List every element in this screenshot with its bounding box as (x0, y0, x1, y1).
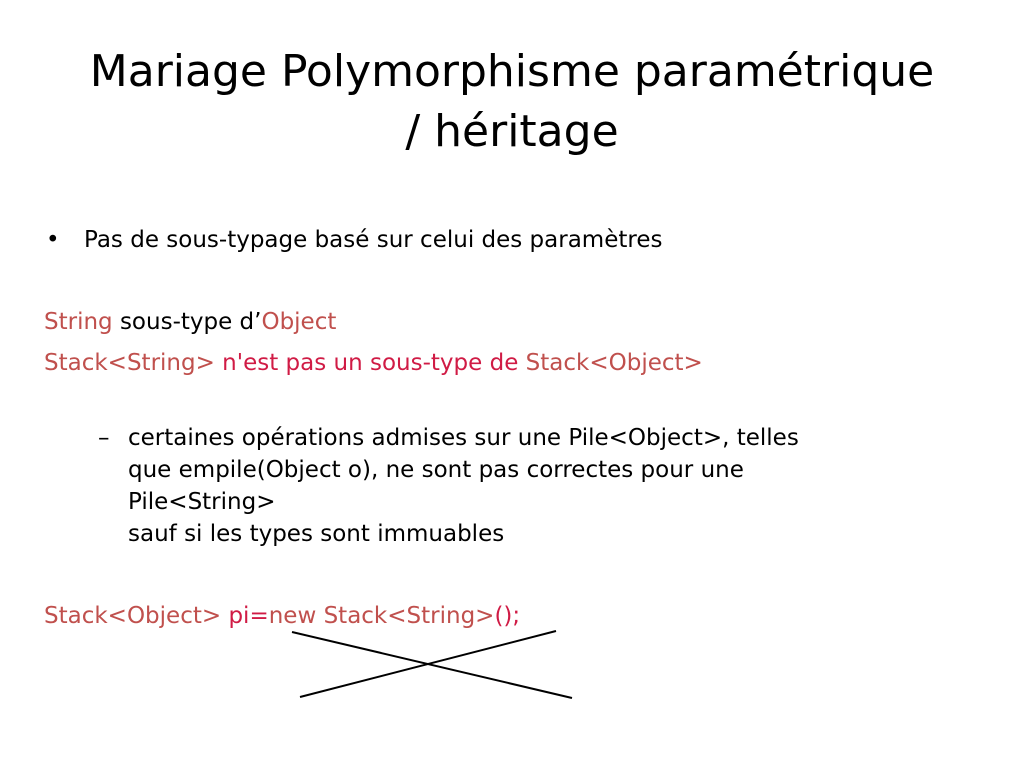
subtype-text: sous-type d’ (112, 309, 262, 335)
title-line-1: Mariage Polymorphisme paramétrique (89, 46, 935, 97)
sub-bullet-item (98, 422, 799, 550)
bullet-text: Pas de sous-typage basé sur celui des paramètres (84, 227, 663, 253)
sub-bullet-line: Pile<String> (128, 489, 276, 515)
sub-bullet-line: que empile(Object o), ne sont pas correctes pour une (128, 457, 744, 483)
string-keyword: String (44, 309, 113, 335)
stack-not-subtype-line (44, 347, 703, 379)
slide-title (40, 42, 984, 162)
code-stack-string: Stack<String> (316, 603, 495, 629)
code-stack-object: Stack<Object> (44, 603, 222, 629)
sub-bullet-line: certaines opérations admises sur une Pile<Object>, telles (128, 425, 799, 451)
bullet-mark: • (46, 227, 60, 253)
sub-bullet-mark: – (98, 425, 110, 451)
cross-line-1 (292, 632, 572, 698)
stack-object-keyword: Stack<Object> (525, 350, 703, 376)
code-call-parens: (); (494, 603, 521, 629)
stack-string-keyword: Stack<String> (44, 350, 215, 376)
sub-bullet-text (128, 422, 799, 550)
cross-line-2 (300, 631, 556, 697)
code-pi-assign: pi= (221, 603, 269, 629)
title-line-2: / héritage (405, 106, 619, 157)
code-line (44, 600, 520, 632)
code-new-keyword: new (268, 603, 317, 629)
bullet-item (46, 224, 662, 256)
object-keyword: Object (261, 309, 337, 335)
not-subtype-text: n'est pas un sous-type de (214, 350, 526, 376)
sub-bullet-line: sauf si les types sont immuables (128, 521, 505, 547)
string-subtype-line (44, 306, 336, 338)
